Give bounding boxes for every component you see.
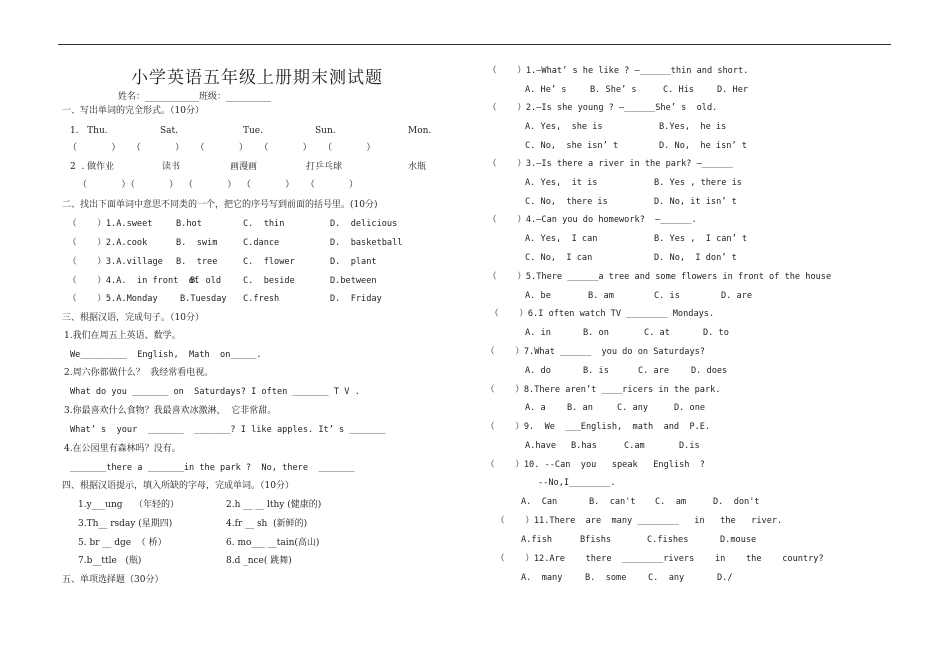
mc-q10-c: C. am <box>655 497 687 507</box>
mc-q7-d: D. does <box>691 366 728 376</box>
s4-item-7: 7.b__ttle (瓶) <box>78 556 142 566</box>
mc-q2-b: B.Yes, he is <box>659 122 727 132</box>
mc-q5-c: C. is <box>654 291 680 301</box>
s2-q2-number: （ ）2.A.cook <box>68 238 148 248</box>
s3-line-5: 3.你最喜欢什么食物？我最喜欢冰激淋， 它非常甜。 <box>64 406 277 416</box>
mc-q4-b: B. Yes , I can’ t <box>654 234 748 244</box>
s2-q1-c: C. thin <box>243 219 285 229</box>
mc-q1-a: A. He’ s <box>525 85 567 95</box>
s1-word-9: 打乒乓球 <box>306 162 343 172</box>
mc-q3-b: B. Yes , there is <box>654 178 742 188</box>
mc-q8-b: B. an <box>567 403 593 413</box>
s4-item-8: 8.d _nce( 跳舞) <box>226 556 292 566</box>
mc-q3: （ ）3.—Is there a river in the park? —______ <box>488 159 733 169</box>
mc-q5-b: B. am <box>588 291 614 301</box>
mc-q10-b: B. can't <box>589 497 636 507</box>
s2-q5-d: D. Friday <box>330 294 382 304</box>
mc-q2-d: D. No, he isn’ t <box>659 141 747 151</box>
section-4-heading: 四、根据汉语提示，填入所缺的字母，完成单词。（10分） <box>62 481 294 491</box>
mc-q3-c: C. No, there is <box>525 197 608 207</box>
mc-q9-d: D.is <box>679 441 700 451</box>
mc-q8-c: C. any <box>617 403 649 413</box>
mc-q8-a: A. a <box>525 403 546 413</box>
s1-word-6: 2 . 做作业 <box>70 162 115 172</box>
s3-line-7: 4.在公园里有森林吗？没有。 <box>64 444 181 454</box>
s2-q3-c: C. flower <box>243 257 295 267</box>
s1-word-2: Sat. <box>160 126 179 136</box>
mc-q4: （ ）4.—Can you do homework? —______. <box>488 215 697 225</box>
mc-q9-b: B.has <box>571 441 597 451</box>
mc-q10-d: D. don't <box>713 497 760 507</box>
section-2-heading: 二、找出下面单词中意思不同类的一个，把它的序号写到前面的括号里。(10分) <box>62 200 378 210</box>
mc-q4-d: D. No, I don’ t <box>654 253 737 263</box>
mc-q9: （ ）9. We ___English, math and P.E. <box>486 422 711 432</box>
s1-word-7: 读书 <box>162 162 181 172</box>
s2-q3-b: B. tree <box>176 257 218 267</box>
s2-q5-c: C.fresh <box>243 294 280 304</box>
mc-q8: （ ）8.There aren’t ____ricers in the park. <box>486 385 721 395</box>
mc-q12: （ ）12.Are there ________rivers in the country? <box>496 554 824 564</box>
mc-q7-b: B. is <box>583 366 609 376</box>
mc-q7: （ ）7.What ______ you do on Saturdays? <box>486 347 705 357</box>
s1-word-5: Mon. <box>408 126 432 136</box>
mc-q6-b: B. on <box>583 328 609 338</box>
mc-q1-b: B. She’ s <box>590 85 637 95</box>
s4-item-4: 4.fr __ sh (新鲜的) <box>226 519 308 529</box>
mc-q2: （ ）2.—Is she young ? —______She’ s old. <box>488 103 718 113</box>
mc-q9-c: C.am <box>624 441 645 451</box>
mc-q12-c: C. any <box>648 573 685 583</box>
mc-q11-c: C.fishes <box>647 535 689 545</box>
name-class-line: 姓名：____________班级：__________ <box>118 92 272 102</box>
mc-q5-a: A. be <box>525 291 551 301</box>
mc-q6-d: D. to <box>703 328 729 338</box>
s1-word-8: 画漫画 <box>230 162 258 172</box>
mc-q2-c: C. No, she isn’ t <box>525 141 619 151</box>
mc-q12-b: B. some <box>585 573 627 583</box>
s4-item-2: 2.h __ __ lthy (健康的) <box>226 500 322 510</box>
section-5-heading: 五、单项选择题（30分） <box>62 575 164 585</box>
s2-q1-d: D. delicious <box>330 219 398 229</box>
s3-line-6: What’ s your _______ _______? I like apples. It’ s _______ <box>70 425 386 435</box>
s1-answer-blanks-1: （ ） （ ） （ ） （ ） （ ） <box>68 143 376 153</box>
mc-q3-d: D. No, it isn’ t <box>654 197 737 207</box>
s4-item-3: 3.Th__ rsday (星期四) <box>78 519 173 529</box>
s2-q3-d: D. plant <box>330 257 377 267</box>
s2-q3-number: （ ）3.A.village <box>68 257 163 267</box>
mc-q12-a: A. many <box>521 573 563 583</box>
section-1-heading: 一、写出单词的完全形式。（10分） <box>62 106 204 116</box>
mc-q7-c: C. are <box>638 366 670 376</box>
page-title: 小学英语五年级上册期末测试题 <box>131 68 383 88</box>
s2-q4-c: C. beside <box>243 276 295 286</box>
mc-q12-d: D./ <box>717 573 733 583</box>
s4-item-1: 1.y___ung （年轻的） <box>78 500 179 510</box>
s1-word-1: 1. Thu. <box>70 126 108 136</box>
s2-q1-number: （ ）1.A.sweet <box>68 219 153 229</box>
s3-line-2: We_________ English, Math on_____. <box>70 350 262 360</box>
s4-item-6: 6. mo___ __tain(高山) <box>226 538 320 548</box>
mc-q9-a: A.have <box>525 441 557 451</box>
mc-q11: （ ）11.There are many ________ in the river. <box>496 516 783 526</box>
mc-q8-d: D. one <box>674 403 706 413</box>
s1-word-10: 水瓶 <box>408 162 427 172</box>
s2-q4-b: B. old <box>190 276 222 286</box>
s3-line-1: 1.我们在周五上英语、数学。 <box>64 331 181 341</box>
s4-item-5: 5. br __ dge （ 桥） <box>78 538 167 548</box>
s2-q2-b: B. swim <box>176 238 218 248</box>
s1-word-3: Tue. <box>243 126 263 136</box>
s1-word-4: Sun. <box>315 126 336 136</box>
s3-line-4: What do you _______ on Saturdays? I often _______ T V . <box>70 387 360 397</box>
section-3-heading: 三、根据汉语，完成句子。（10分） <box>62 313 204 323</box>
mc-q4-c: C. No, I can <box>525 253 593 263</box>
mc-q6-c: C. at <box>644 328 670 338</box>
mc-q7-a: A. do <box>525 366 551 376</box>
mc-q4-a: A. Yes, I can <box>525 234 598 244</box>
s2-q2-c: C.dance <box>243 238 280 248</box>
mc-q3-a: A. Yes, it is <box>525 178 598 188</box>
s3-line-3: 2.周六你都做什么？ 我经常看电视。 <box>64 368 214 378</box>
mc-q2-a: A. Yes, she is <box>525 122 603 132</box>
mc-q5: （ ）5.There ______a tree and some flowers in front of the house <box>488 272 832 282</box>
s1-answer-blanks-2: （ ）（ ） （ ） （ ） （ ） <box>78 180 359 190</box>
mc-q1-c: C. His <box>663 85 695 95</box>
top-rule <box>58 44 891 45</box>
mc-q10-a: A. Can <box>521 497 558 507</box>
s2-q4-d: D.between <box>330 276 377 286</box>
s2-q2-d: D. basketball <box>330 238 403 248</box>
mc-q1-d: D. Her <box>717 85 749 95</box>
mc-q11-b: Bfishs <box>580 535 612 545</box>
mc-q11-a: A.fish <box>521 535 553 545</box>
mc-q10-sub: --No,I________. <box>538 478 616 488</box>
mc-q11-d: D.mouse <box>720 535 757 545</box>
mc-q1: （ ）1.—What’ s he like ? —______thin and short. <box>488 66 749 76</box>
mc-q6: （ ）6.I often watch TV ________ Mondays. <box>490 309 715 319</box>
s2-q4-number: （ ）4.A. in front of <box>68 276 200 286</box>
s2-q1-b: B.hot <box>176 219 202 229</box>
mc-q6-a: A. in <box>525 328 551 338</box>
s2-q5-number: （ ）5.A.Monday <box>68 294 158 304</box>
s3-line-8: _______there a _______in the park ? No, there _______ <box>70 463 355 473</box>
s2-q5-b: B.Tuesday <box>180 294 227 304</box>
mc-q5-d: D. are <box>721 291 753 301</box>
mc-q10: （ ）10. --Can you speak English ? <box>486 460 705 470</box>
